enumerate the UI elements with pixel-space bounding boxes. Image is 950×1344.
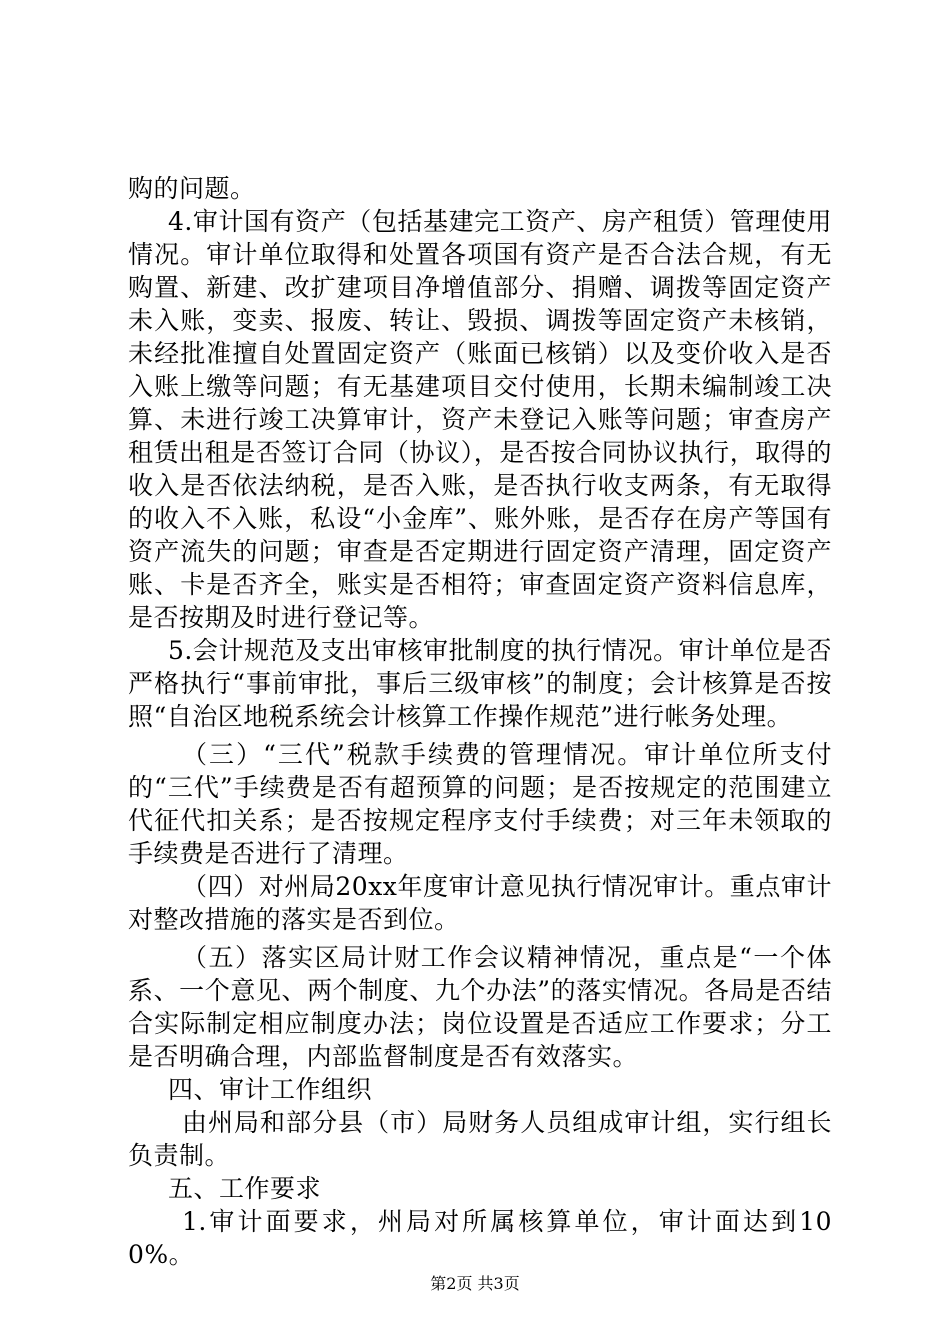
document-body	[128, 172, 832, 1271]
paragraph-requirement-1: 1.审计面要求，州局对所属核算单位，审计面达到100%。	[128, 1207, 832, 1269]
paragraph-section-4: （四）对州局20xx年度审计意见执行情况审计。重点审计对整改措施的落实是否到位。	[128, 872, 832, 934]
page-footer: 第2页 共3页	[430, 1274, 520, 1293]
heading-work-requirements: 五、工作要求	[168, 1174, 322, 1203]
paragraph-section-3: （三）“三代”税款手续费的管理情况。审计单位所支付的“三代”手续费是否有超预算的问题；是否按规定的范围建立代征代扣关系；是否按规定程序支付手续费；对三年未领取的手续费是否进行了清理。	[128, 740, 832, 868]
paragraph-section-5: （五）落实区局计财工作会议精神情况，重点是“一个体系、一个意见、两个制度、九个办法”的落实情况。各局是否结合实际制定相应制度办法；岗位设置是否适应工作要求；分工是否明确合理，内部监督制度是否有效落实。	[128, 943, 832, 1071]
heading-audit-organization: 四、审计工作组织	[168, 1075, 373, 1104]
paragraph-item-5: 5.会计规范及支出审核审批制度的执行情况。审计单位是否严格执行“事前审批，事后三级审核”的制度；会计核算是否按照“自治区地税系统会计核算工作操作规范”进行帐务处理。	[128, 636, 832, 731]
paragraph-continuation: 购的问题。	[128, 174, 256, 203]
paragraph-item-4: 4.审计国有资产（包括基建完工资产、房产租赁）管理使用情况。审计单位取得和处置各项国有资产是否合法合规，有无购置、新建、改扩建项目净增值部分、捐赠、调拨等固定资产未入账，变卖、报废、转让、毁损、调拨等固定资产未核销，未经批准擅自处置固定资产（账面已核销）以及变价收入是否入账上缴等问题；有无基建项目交付使用，长期未编制竣工决算、未进行竣工决算审计，资产未登记入账等问题；审查房产租赁出租是否签订合同（协议），是否按合同协议执行，取得的收入是否依法纳税，是否入账，是否执行收支两条，有无取得的收入不入账，私设“小金库”、账外账，是否存在房产等国有资产流失的问题；审查是否定期进行固定资产清理，固定资产账、卡是否齐全，账实是否相符；审查固定资产资料信息库，是否按期及时进行登记等。	[128, 207, 832, 632]
paragraph-audit-organization: 由州局和部分县（市）局财务人员组成审计组，实行组长负责制。	[128, 1108, 832, 1170]
